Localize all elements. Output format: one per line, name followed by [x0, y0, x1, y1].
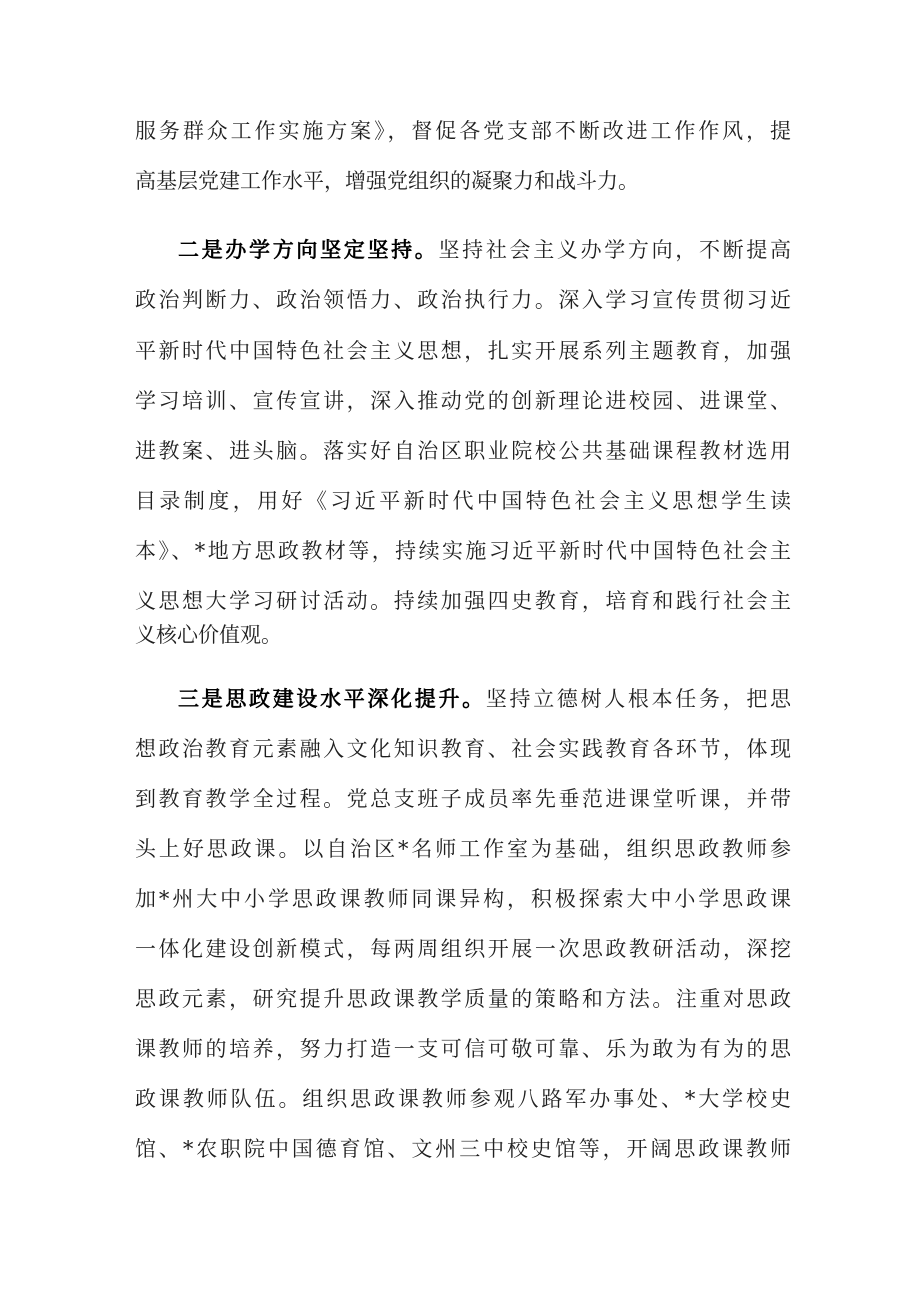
p3-line: 政课教师队伍。组织思政课教师参观八路军办事处、*大学校史: [135, 1087, 791, 1111]
p3-line: 馆、*农职院中国德育馆、文州三中校史馆等，开阔思政课教师: [135, 1137, 791, 1161]
p3-first-line: [178, 681, 791, 717]
p3-line: 加*州大中小学思政课教师同课异构，积极探索大中小学思政课: [135, 887, 791, 911]
p3-first-line-text: 坚持立德树人根本任务，把思: [485, 687, 791, 711]
p2-line: 政治判断力、政治领悟力、政治执行力。深入学习宣传贯彻习近: [135, 288, 791, 312]
p2-line: 目录制度，用好《习近平新时代中国特色社会主义思想学生读: [135, 489, 791, 513]
p2-line: 进教案、进头脑。落实好自治区职业院校公共基础课程教材选用: [135, 439, 791, 463]
p3-line: 头上好思政课。以自治区*名师工作室为基础，组织思政教师参: [135, 837, 791, 861]
p2-line: 平新时代中国特色社会主义思想，扎实开展系列主题教育，加强: [135, 339, 791, 363]
p2-line: 义核心价值观。: [135, 623, 282, 647]
p2-line: 学习培训、宣传宣讲，深入推动党的创新理论进校园、进课堂、: [135, 389, 791, 413]
p3-line: 一体化建设创新模式，每两周组织开展一次思政教研活动，深挖: [135, 937, 791, 961]
p3-line: 到教育教学全过程。党总支班子成员率先垂范进课堂听课，并带: [135, 787, 791, 811]
p3-heading: 三是思政建设水平深化提升。: [178, 687, 486, 711]
p3-line: 想政治教育元素融入文化知识教育、社会实践教育各环节，体现: [135, 737, 791, 761]
p2-line: 本》、*地方思政教材等，持续实施习近平新时代中国特色社会主: [135, 539, 791, 563]
p3-line: 课教师的培养，努力打造一支可信可敬可靠、乐为敢为有为的思: [135, 1037, 791, 1061]
p3-line: 思政元素，研究提升思政课教学质量的策略和方法。注重对思政: [135, 987, 791, 1011]
p2-line: 义思想大学习研讨活动。持续加强四史教育，培育和践行社会主: [135, 589, 791, 613]
p2-first-line: [178, 232, 791, 268]
p1-line-2: 高基层党建工作水平，增强党组织的凝聚力和战斗力。: [135, 169, 639, 193]
p1-line-1: 服务群众工作实施方案》，督促各党支部不断改进工作作风，提: [135, 119, 791, 143]
p2-first-line-text: 坚持社会主义办学方向，不断提高: [438, 238, 791, 262]
p2-heading: 二是办学方向坚定坚持。: [178, 238, 439, 262]
